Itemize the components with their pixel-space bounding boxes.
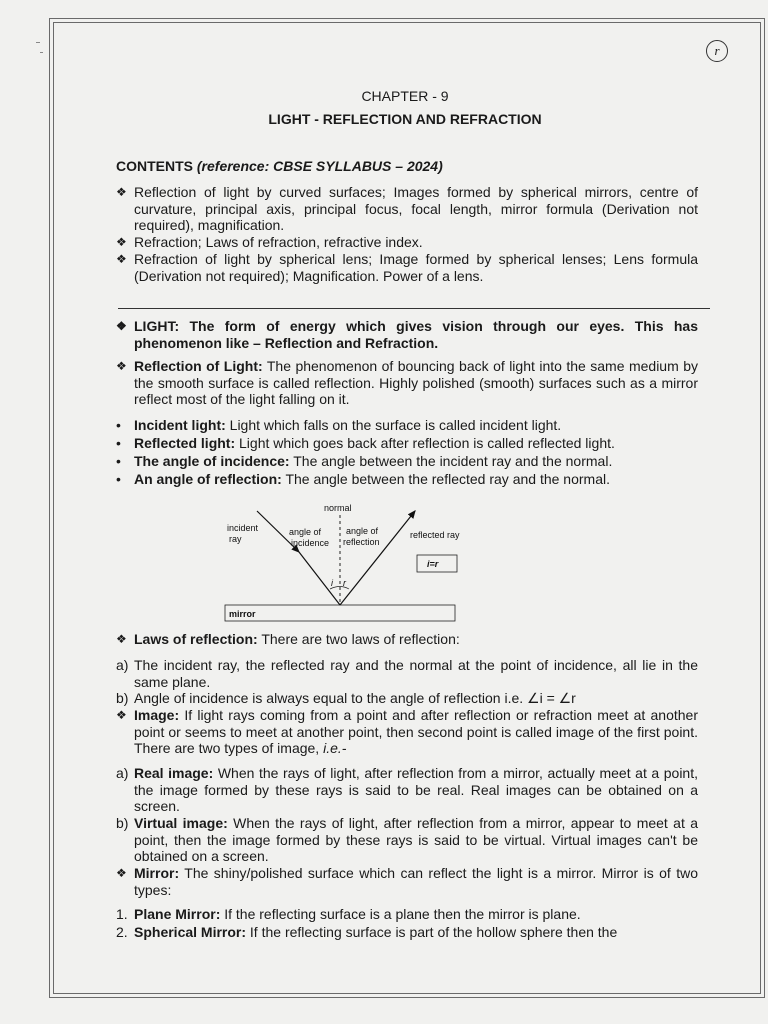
diamond-bullet-icon: ❖ xyxy=(116,632,127,646)
angle-of-reflection-label: angle of xyxy=(346,526,379,536)
contents-item: ❖ Reflection of light by curved surfaces; Images formed by spherical mirrors, centre of curvature, principal axis, principal focus, focal length, mirror formula (Derivation not required), magnification. xyxy=(116,184,698,233)
contents-reference: (reference: CBSE SYLLABUS – 2024) xyxy=(196,158,443,174)
scan-mark xyxy=(36,42,40,43)
incident-ray-label: incident xyxy=(227,523,259,533)
normal-label: normal xyxy=(324,503,352,513)
chapter-number: CHAPTER - 9 xyxy=(361,88,449,104)
incident-ray xyxy=(299,552,340,605)
diamond-bullet-icon: ❖ xyxy=(116,319,127,333)
image-type: b) Virtual image: When the rays of light, after reflection from a mirror, appear to meet at a point, then the image formed by these rays is said to be virtual. Virtual images can't be obtained on a screen. xyxy=(116,815,698,864)
angle-of-incidence-label: incidence xyxy=(291,538,330,548)
diamond-bullet-icon: ❖ xyxy=(116,252,127,266)
law-item: b) Angle of incidence is always equal to the angle of reflection i.e. ∠i = ∠r xyxy=(116,690,576,706)
bullet-dot-icon: • xyxy=(116,417,121,433)
reflected-ray-label: reflected ray xyxy=(410,530,460,540)
definition-item: • Reflected light: Light which goes back after reflection is called reflected light. xyxy=(116,435,615,451)
mirror-type: 2. Spherical Mirror: If the reflecting surface is part of the hollow sphere then the xyxy=(116,924,618,940)
mirror-label: mirror xyxy=(229,609,256,619)
bullet-dot-icon: • xyxy=(116,453,121,469)
chapter-title: LIGHT - REFLECTION AND REFRACTION xyxy=(268,111,542,127)
mirror-surface xyxy=(225,605,455,621)
mirror-type: 1. Plane Mirror: If the reflecting surface is a plane then the mirror is plane. xyxy=(116,906,581,922)
angle-of-incidence-label: angle of xyxy=(289,527,322,537)
diamond-bullet-icon: ❖ xyxy=(116,185,127,199)
bullet-dot-icon: • xyxy=(116,435,121,451)
diamond-bullet-icon: ❖ xyxy=(116,708,127,722)
definition-item: • The angle of incidence: The angle between the incident ray and the normal. xyxy=(116,453,613,469)
definition-item: • Incident light: Light which falls on the surface is called incident light. xyxy=(116,417,562,433)
angle-i-label: i xyxy=(331,578,333,588)
contents-heading xyxy=(116,158,716,175)
diamond-bullet-icon: ❖ xyxy=(116,235,127,249)
relation-label: i=r xyxy=(427,559,439,569)
diamond-bullet-icon: ❖ xyxy=(116,866,127,880)
contents-item: ❖ Refraction; Laws of refraction, refractive index. xyxy=(116,234,423,250)
reflection-diagram xyxy=(215,495,485,630)
diamond-bullet-icon: ❖ xyxy=(116,359,127,373)
image-type: a) Real image: When the rays of light, after reflection from a mirror, actually meet at a point, the image formed by these rays is said to be real. Real images can be obtained on a screen. xyxy=(116,765,698,814)
law-item: a) The incident ray, the reflected ray and the normal at the point of incidence, all lie in the same plane. xyxy=(116,657,698,690)
incident-ray-label: ray xyxy=(229,534,242,544)
angle-r-label: r xyxy=(343,578,346,588)
definition-item: • An angle of reflection: The angle between the reflected ray and the normal. xyxy=(116,471,610,487)
contents-label: CONTENTS xyxy=(116,158,193,174)
image-definition: ❖ Image: If light rays coming from a point and after reflection or refraction meet at another point or seems to meet at another point, then second point is called image of the first point. There are two types of image, i.e.- xyxy=(116,707,698,756)
angle-of-reflection-label: reflection xyxy=(343,537,380,547)
scan-mark xyxy=(40,52,43,53)
page-mark: r xyxy=(706,40,728,62)
bullet-dot-icon: • xyxy=(116,471,121,487)
laws-of-reflection: ❖ Laws of reflection: There are two laws of reflection: xyxy=(116,631,460,647)
section-divider xyxy=(118,308,710,309)
mirror-definition: ❖ Mirror: The shiny/polished surface which can reflect the light is a mirror. Mirror is of two types: xyxy=(116,865,698,898)
light-definition: ❖ LIGHT: The form of energy which gives vision through our eyes. This has phenomenon like – Reflection and Refraction. xyxy=(116,318,698,351)
contents-item: ❖ Refraction of light by spherical lens; Image formed by spherical lenses; Lens formula (Derivation not required); Magnification. Power of a lens. xyxy=(116,251,698,284)
reflection-definition: ❖ Reflection of Light: The phenomenon of bouncing back of light into the same medium by the smooth surface is called reflection. Highly polished (smooth) surfaces such as a mirror reflect most of the light falling on it. xyxy=(116,358,698,407)
